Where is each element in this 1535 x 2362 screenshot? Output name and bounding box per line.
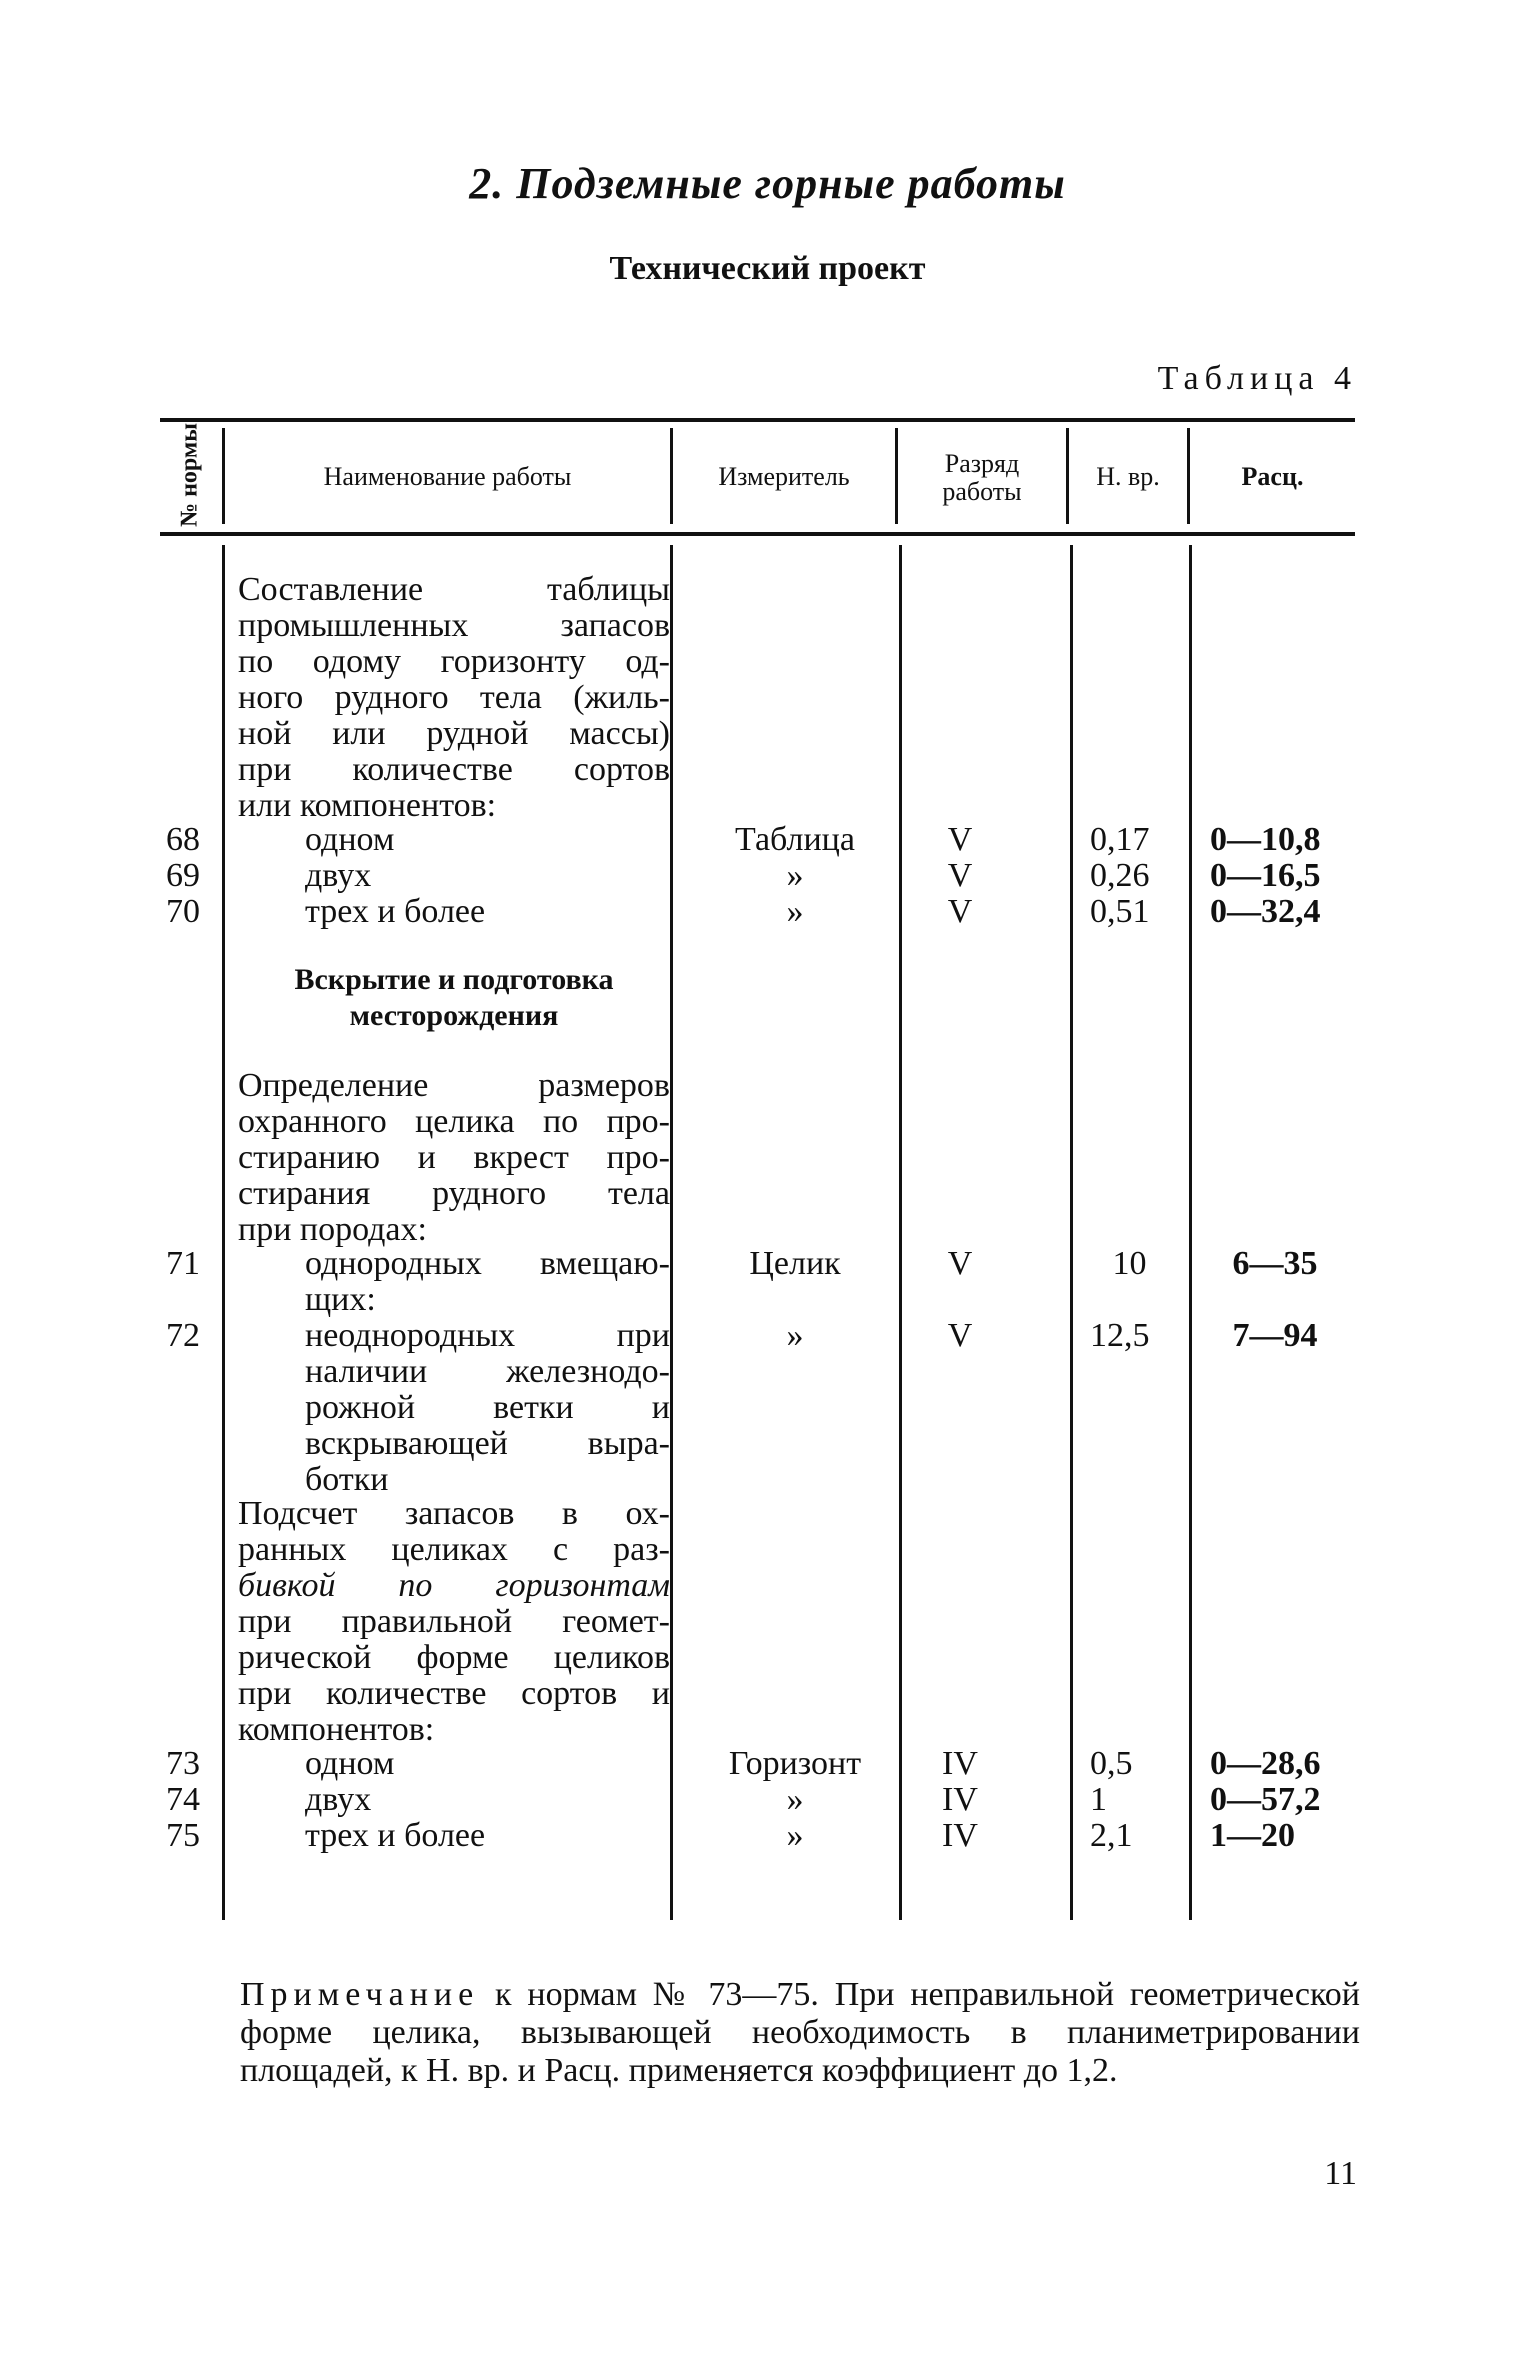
row-grade: IV [942, 1781, 978, 1818]
row-name: ботки [305, 1461, 389, 1498]
row-time: 0,5 [1090, 1745, 1133, 1782]
row-number: 69 [166, 857, 200, 894]
row-time: 2,1 [1090, 1817, 1133, 1854]
page-number: 11 [1324, 2155, 1357, 2192]
row-measure: » [786, 857, 804, 894]
desc-line: по одому горизонту од- [238, 643, 670, 680]
page-title: 2. Подземные горные работы [469, 159, 1066, 208]
row-measure: Горизонт [728, 1745, 862, 1782]
row-grade: V [947, 893, 973, 930]
row-number: 70 [166, 893, 200, 930]
row-measure: » [786, 1817, 804, 1854]
row-name: неоднородных при [305, 1317, 670, 1354]
desc-line: или компонентов: [238, 787, 497, 824]
row-name: двух [305, 1781, 372, 1818]
table-label: Таблица 4 [1157, 360, 1357, 397]
row-measure: Целик [749, 1245, 841, 1282]
desc-line: Составление таблицы [238, 571, 670, 608]
row-measure: » [786, 1317, 804, 1354]
row-number: 73 [166, 1745, 200, 1782]
column-divider [670, 545, 673, 1920]
section-heading: месторождения [349, 999, 559, 1032]
desc-line: при количестве сортов [238, 751, 670, 788]
row-time: 10 [1112, 1245, 1147, 1282]
row-name: рожной ветки и [305, 1389, 670, 1426]
footnote-text: к нормам № 73—75. При неправильной геометрической форме целика, вызывающей необходимость в планиметрировании площадей, к Н. вр. и Расц. применяется коэффициент до 1,2. [240, 1976, 1360, 2089]
row-rate: 0—10,8 [1210, 821, 1321, 858]
row-rate: 1—20 [1210, 1817, 1295, 1854]
row-name: щих: [305, 1281, 376, 1318]
row-number: 72 [166, 1317, 200, 1354]
row-name: двух [305, 857, 372, 894]
header-time: Н. вр. [1096, 462, 1160, 491]
row-name: однородных вмещаю- [305, 1245, 670, 1282]
row-number: 75 [166, 1817, 200, 1854]
desc-line: при породах: [238, 1211, 427, 1248]
header-name: Наименование работы [323, 462, 572, 491]
header-measure: Измеритель [718, 462, 850, 491]
column-divider [1070, 545, 1073, 1920]
row-name: трех и более [305, 1817, 486, 1854]
header-bottom-rule [160, 532, 1355, 536]
desc-line: при правильной геомет- [238, 1603, 670, 1640]
section-heading: Вскрытие и подготовка [294, 963, 614, 996]
desc-line: ранных целиках с раз- [238, 1531, 670, 1568]
column-divider [1189, 545, 1192, 1920]
row-grade: IV [942, 1745, 978, 1782]
row-name: трех и более [305, 893, 486, 930]
desc-line: охранного целика по про- [238, 1103, 670, 1140]
row-rate: 0—28,6 [1210, 1745, 1321, 1782]
row-number: 74 [166, 1781, 200, 1818]
row-rate: 0—32,4 [1210, 893, 1321, 930]
row-rate: 6—35 [1232, 1245, 1318, 1282]
row-time: 0,26 [1090, 857, 1150, 894]
row-measure: » [786, 1781, 804, 1818]
row-rate: 7—94 [1232, 1317, 1318, 1354]
row-time: 12,5 [1090, 1317, 1150, 1354]
column-divider [899, 545, 902, 1920]
row-measure: Таблица [735, 821, 855, 858]
row-time: 1 [1090, 1781, 1107, 1818]
header-rate: Расц. [1241, 462, 1304, 491]
row-grade: V [947, 821, 973, 858]
row-grade: IV [942, 1817, 978, 1854]
page-subtitle: Технический проект [609, 250, 926, 287]
column-divider [222, 545, 225, 1920]
row-number: 68 [166, 821, 200, 858]
row-name: вскрывающей выра- [305, 1425, 670, 1462]
row-grade: V [947, 857, 973, 894]
row-rate: 0—57,2 [1210, 1781, 1321, 1818]
row-name: наличии железнодо- [305, 1353, 670, 1390]
desc-line: ной или рудной массы) [238, 715, 670, 752]
row-time: 0,51 [1090, 893, 1150, 930]
desc-line: промышленных запасов [238, 607, 670, 644]
row-name: одном [305, 821, 395, 858]
row-time: 0,17 [1090, 821, 1150, 858]
desc-line: бивкой по горизонтам [238, 1567, 670, 1604]
desc-line: компонентов: [238, 1711, 435, 1748]
header-number: № нормы [176, 422, 203, 528]
desc-line: рической форме целиков [238, 1639, 670, 1676]
desc-line: стиранию и вкрест про- [238, 1139, 670, 1176]
row-number: 71 [166, 1245, 200, 1282]
desc-line: Определение размеров [238, 1067, 670, 1104]
footnote [240, 1976, 1360, 2090]
desc-line: ного рудного тела (жиль- [238, 679, 670, 716]
header-grade: Разряд работы [942, 449, 1022, 506]
footnote-label: Примечание [240, 1976, 480, 2013]
row-grade: V [947, 1245, 973, 1282]
desc-line: Подсчет запасов в ох- [238, 1495, 670, 1532]
desc-line: стирания рудного тела [238, 1175, 670, 1212]
row-measure: » [786, 893, 804, 930]
table-top-rule [160, 418, 1355, 422]
row-rate: 0—16,5 [1210, 857, 1321, 894]
row-grade: V [947, 1317, 973, 1354]
row-name: одном [305, 1745, 395, 1782]
desc-line: при количестве сортов и [238, 1675, 670, 1712]
